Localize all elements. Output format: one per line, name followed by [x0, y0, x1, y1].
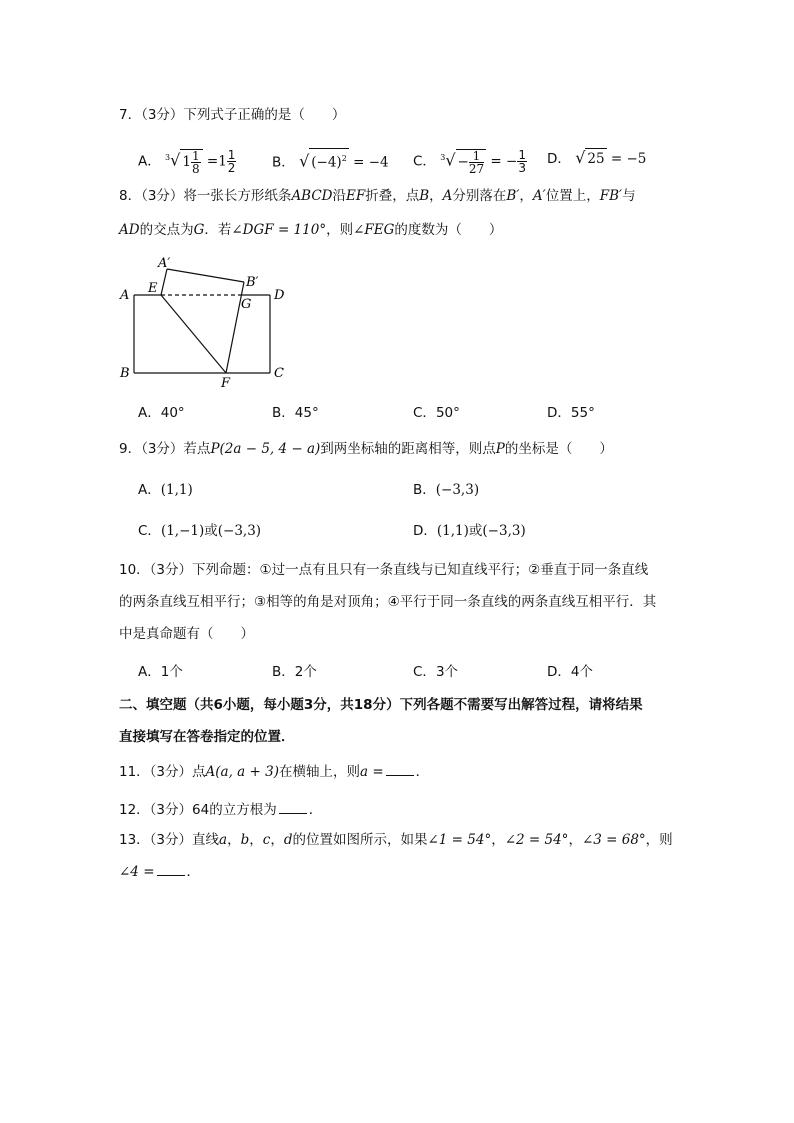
q13-line-1: 13．（3分）直线a，b，c，d的位置如图所示，如果∠1 = 54°，∠2 = 54°，∠3 = 68°，则	[119, 832, 673, 848]
q13-answer-blank[interactable]	[157, 862, 185, 876]
section-2-heading-line-1: 二、填空题（共6小题，每小题3分，共18分）下列各题不需要写出解答过程，请将结果	[119, 697, 643, 713]
q12-answer-blank[interactable]	[279, 800, 307, 814]
q8-option-c: C．50°	[413, 405, 460, 421]
q7-option-d: D． √ 25 = −5	[547, 148, 647, 167]
q10-option-b: B．2个	[272, 664, 317, 680]
q7-option-c: C． $^3$√ − $\frac{1}{27}$ = − $\frac{1}{3}$	[413, 148, 526, 176]
q11-answer-blank[interactable]	[386, 762, 414, 776]
label-e: E	[148, 281, 158, 296]
q9-stem: 9．（3分）若点P(2a − 5, 4 − a)到两坐标轴的距离相等，则点P的坐标是（ ）	[119, 441, 613, 457]
q9-option-c: C．(1,−1)或(−3,3)	[138, 523, 262, 539]
q10-line-2: 的两条直线互相平行；③相等的角是对顶角；④平行于同一条直线的两条直线互相平行．其	[119, 594, 657, 610]
q8-line-1: 8．（3分）将一张长方形纸条ABCD沿EF折叠，点B，A分别落在B′，A′位置上，FB′与	[119, 188, 636, 204]
q8-option-a: A．40°	[138, 405, 185, 421]
q13-line-2: ∠4 = ．	[119, 864, 201, 880]
q9-option-b: B．(−3,3)	[413, 482, 480, 498]
section-2-heading-line-2: 直接填写在答卷指定的位置．	[119, 729, 295, 745]
q7-option-a: A． $^3$√ 1 $\frac{1}{8}$ =1 $\frac{1}{2}$	[138, 148, 236, 176]
q10-option-d: D．4个	[547, 664, 593, 680]
label-f: F	[221, 376, 231, 391]
label-a-prime: A′	[158, 256, 171, 271]
label-g: G	[241, 297, 252, 312]
q8-folding-figure	[110, 250, 310, 395]
q11: 11．（3分）点A(a, a + 3)在横轴上，则a = ．	[119, 764, 430, 780]
q10-option-a: A．1个	[138, 664, 183, 680]
fold-line-ef	[161, 295, 226, 373]
q7-stem: 7．（3分）下列式子正确的是（ ）	[119, 107, 346, 123]
q10-line-1: 10．（3分）下列命题：①过一点有且只有一条直线与已知直线平行；②垂直于同一条直线	[119, 562, 649, 578]
q10-line-3: 中是真命题有（ ）	[119, 626, 254, 642]
q7-option-b: B． √ $(-4)^2 = -4$	[272, 148, 389, 173]
edge-e-a1	[161, 269, 167, 295]
q8-line-2: AD的交点为G．若∠DGF = 110°，则∠FEG的度数为（ ）	[119, 222, 503, 238]
label-b-prime: B′	[246, 275, 259, 290]
label-b: B	[120, 366, 130, 381]
edge-b1-f	[226, 282, 244, 373]
q8-option-b: B．45°	[272, 405, 319, 421]
q9-option-d: D．(1,1)或(−3,3)	[413, 523, 526, 539]
q8-option-d: D．55°	[547, 405, 595, 421]
edge-a1-b1	[167, 269, 244, 282]
q9-option-a: A．(1,1)	[138, 482, 193, 498]
q10-option-c: C．3个	[413, 664, 459, 680]
label-d: D	[274, 288, 285, 303]
q12: 12．（3分）64的立方根为 ．	[119, 802, 323, 818]
label-a: A	[120, 288, 130, 303]
label-c: C	[274, 366, 284, 381]
